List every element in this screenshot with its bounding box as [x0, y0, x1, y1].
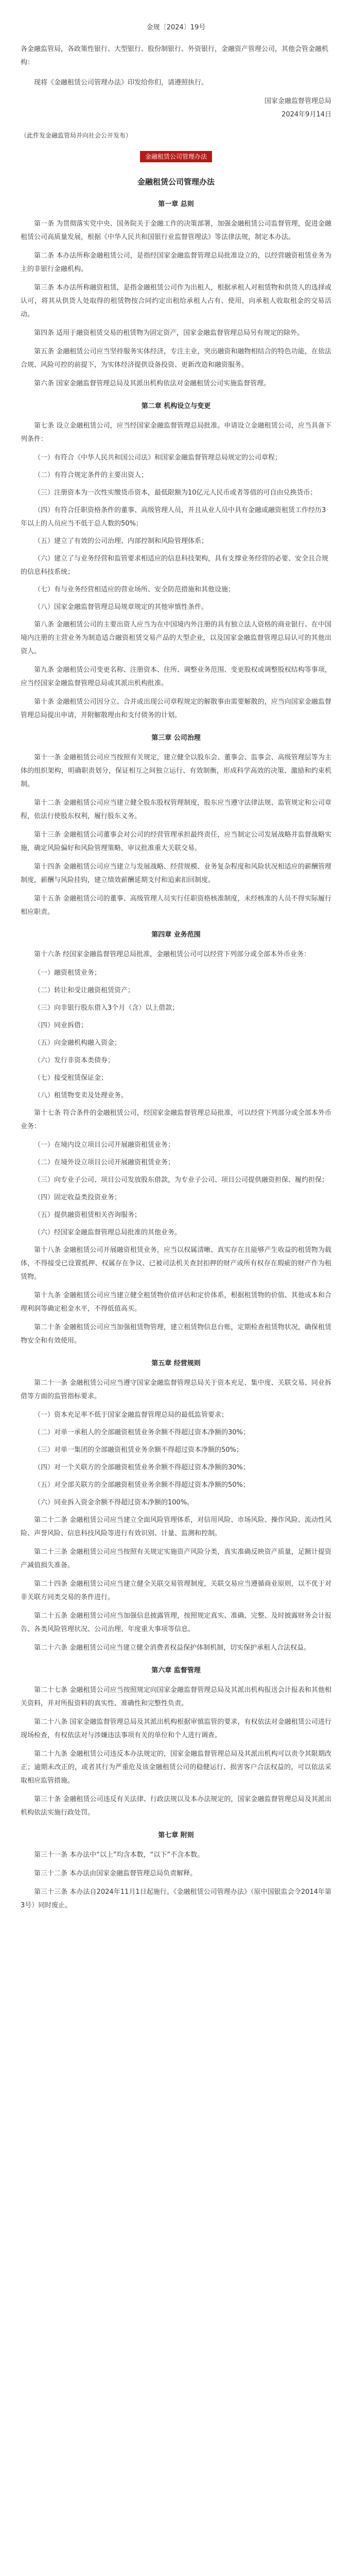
- article-14: 第十四条 金融租赁公司应当建立与发展战略、经营规模、业务复杂程度和风险状况相适应的薪酬管理制度，薪酬与风险挂钩，建立绩效薪酬延期支付和追索扣回制度。: [21, 863, 331, 884]
- article-3: 第三条 本办法所称融资租赁，是指金融租赁公司作为出租人，根据承租人对租赁物和供货人的选择或认可，将其从供货人处取得的租赁物按合同约定出租给承租人占有、使用，向承租人收取租金的交易活动。: [21, 284, 331, 318]
- indicator-item: （六）同业拆入资金余额不得超过资本净额的100%。: [34, 1499, 194, 1506]
- article-7: 第七条 设立金融租赁公司，应当经国家金融监督管理总局批准。申请设立金融租赁公司，应当具备下列条件：: [21, 422, 331, 443]
- chapter-2-title: 第二章 机构设立与变更: [141, 402, 211, 410]
- document-title: 金融租赁公司管理办法: [137, 177, 215, 187]
- condition-item: （一）有符合《中华人民共和国公司法》和国家金融监督管理总局规定的公司章程；: [34, 454, 282, 462]
- article-17: 第十七条 符合条件的金融租赁公司，经国家金融监督管理总局批准，可以经营下列部分或全部本外币业务：: [21, 1109, 331, 1130]
- condition-item: （八）国家金融监督管理总局规章规定的其他审慎性条件。: [34, 603, 208, 611]
- article-27: 第二十七条 金融租赁公司应当按照规定向国家金融监督管理总局及其派出机构报送会计报表和其他相关资料，并对所报资料的真实性、准确性和完整性负责。: [21, 1686, 331, 1707]
- article-18: 第十八条 金融租赁公司开展融资租赁业务，应当以权属清晰、真实存在且能够产生收益的租赁物为载体，不得接受已设置抵押、权属存在争议、已被司法机关查封扣押的财产或所有权存在瑕疵的财产作为租赁物。: [21, 1246, 331, 1281]
- article-19: 第十九条 金融租赁公司应当建立健全租赁物价值评估和定价体系，根据租赁物的价值、其他成本和合理利润等确定租金水平，不得低值高买。: [21, 1292, 331, 1313]
- article-29: 第二十九条 金融租赁公司违反本办法规定的，国家金融监督管理总局及其派出机构可以责令其限期改正；逾期未改正的，或者其行为严重危及该金融租赁公司的稳健运行、损害客户合法权益的，可以依法采取相应监管措施。: [21, 1750, 331, 1785]
- business-item: （七）接受租赁保证金；: [34, 1074, 108, 1082]
- business-item: （六）发行非资本类债券；: [34, 1057, 115, 1064]
- article-32: 第三十二条 本办法由国家金融监督管理总局负责解释。: [34, 1870, 197, 1877]
- chapter-3-title: 第三章 公司治理: [151, 734, 201, 742]
- article-28: 第二十八条 国家金融监督管理总局及其派出机构根据审慎监管的要求，有权依法对金融租赁公司进行现场检查，有权依法对与涉嫌违法事项有关的单位和个人进行调查。: [21, 1718, 331, 1739]
- extra-business-item: （六）经国家金融监督管理总局批准的其他业务。: [34, 1229, 182, 1236]
- condition-item: （二）有符合规定条件的主要出资人；: [34, 471, 148, 479]
- indicator-item: （四）对一个关联方的全部融资租赁业务余额不得超过资本净额的30%；: [34, 1464, 250, 1471]
- article-10: 第十条 金融租赁公司因分立、合并或出现公司章程规定的解散事由需要解散的，应当向国家金融监督管理总局提出申请，并附解散理由和支付债务的计划。: [21, 698, 331, 719]
- issue-date: 2024年9月14日: [281, 111, 331, 118]
- attachment-tag: 金融租赁公司管理办法: [140, 151, 212, 162]
- chapter-6-title: 第六章 监督管理: [151, 1667, 201, 1674]
- article-13: 第十三条 金融租赁公司董事会对公司的经营管理承担最终责任，应当制定公司发展战略并监督战略实施，确定风险偏好和风险管理策略，审议批准重大关联交易。: [21, 831, 331, 852]
- condition-item: （四）有符合任职资格条件的董事、高级管理人员，并且从业人员中具有金融或融资租赁工作经历3年以上的人员应当不低于总人数的50%；: [21, 506, 326, 528]
- condition-item: （五）建立了有效的公司治理、内部控制和风险管理体系；: [34, 537, 208, 545]
- issuer-name: 国家金融监督管理总局: [264, 97, 331, 105]
- business-item: （四）同业拆借；: [34, 1022, 88, 1029]
- article-4: 第四条 适用于融资租赁交易的租赁物为固定资产，国家金融监督管理总局另有规定的除外。: [34, 329, 304, 337]
- article-1: 第一条 为贯彻落实党中央、国务院关于金融工作的决策部署，加强金融租赁公司监督管理，促进金融租赁公司高质量发展，根据《中华人民共和国银行业监督管理法》等法律法规，制定本办法。: [21, 220, 331, 241]
- article-26: 第二十六条 金融租赁公司应当建立健全消费者权益保护体制机制，切实保护承租人合法权益。: [34, 1644, 311, 1652]
- article-31: 第三十一条 本办法中“以上”均含本数，“以下”不含本数。: [34, 1851, 204, 1859]
- addressee: 各金融监管局，各政策性银行、大型银行、股份制银行、外资银行，金融资产管理公司，其他会管金融机构：: [21, 45, 329, 66]
- article-6: 第六条 国家金融监督管理总局及其派出机构依法对金融租赁公司实施监督管理。: [34, 380, 271, 387]
- article-9: 第九条 金融租赁公司变更名称、注册资本、住所、调整业务范围、变更股权或调整股权结构等事项，应当经国家金融监督管理总局或其派出机构批准。: [21, 666, 331, 687]
- business-item: （三）向非银行股东借入3个月（含）以上借款；: [34, 1004, 179, 1012]
- indicator-item: （五）对全部关联方的全部融资租赁业务余额不得超过资本净额的50%；: [34, 1481, 250, 1489]
- article-11: 第十一条 金融租赁公司应当按照有关规定，建立健全以股东会、董事会、监事会、高级管理层等为主体的组织架构，明确职责划分，保证相互之间独立运行、有效制衡，形成科学高效的决策、激励和约束机制。: [21, 754, 331, 788]
- document-number: 金规〔2024〕19号: [146, 24, 206, 31]
- chapter-4-title: 第四章 业务范围: [151, 931, 201, 939]
- article-23: 第二十三条 金融租赁公司应当按照有关规定实施资产风险分类，真实准确反映资产质量，足额计提资产减值损失准备。: [21, 1548, 331, 1569]
- article-25: 第二十五条 金融租赁公司应当加强信息披露管理，按照规定真实、准确、完整、及时披露财务会计报告、各类风险管理状况、公司治理、年度重大事项等信息。: [21, 1612, 331, 1633]
- article-8: 第八条 金融租赁公司的主要出资人应当为在中国境内外注册的具有独立法人资格的商业银行、在中国境内注册的主营业务为制造适合融资租赁交易产品的大型企业，以及国家金融监督管理总局认可的其他出资人。: [21, 621, 331, 655]
- article-30: 第三十条 金融租赁公司违反有关法律、行政法规以及本办法规定的，国家金融监督管理总局及其派出机构依法实施行政处罚。: [21, 1795, 331, 1817]
- article-33: 第三十三条 本办法自2024年11月1日起施行。《金融租赁公司管理办法》（原中国银监会令2014年第3号）同时废止。: [21, 1888, 331, 1909]
- extra-business-item: （三）向专业子公司、项目公司发放股东借款，为专业子公司、项目公司提供融资担保、履约担保；: [34, 1176, 329, 1184]
- business-item: （五）向金融机构融入资金；: [34, 1039, 121, 1047]
- business-item: （二）转让和受让融资租赁资产；: [34, 987, 135, 994]
- chapter-1-title: 第一章 总则: [158, 200, 194, 208]
- article-2: 第二条 本办法所称金融租赁公司，是指经国家金融监督管理总局批准设立的，以经营融资租赁业务为主的非银行金融机构。: [21, 252, 331, 273]
- tag-row: [21, 150, 331, 164]
- extra-business-item: （四）固定收益类投资业务；: [34, 1194, 121, 1201]
- article-12: 第十二条 金融租赁公司应当建立健全股东股权管理制度，股东应当遵守法律法规、监管规定和公司章程，依法行使股东权利，履行股东义务。: [21, 799, 331, 820]
- indicator-item: （一）资本充足率不低于国家金融监督管理总局的最低监管要求；: [34, 1411, 228, 1419]
- article-20: 第二十条 金融租赁公司应当加强租赁物管理，建立租赁物信息台账，定期检查租赁物状况，确保租赁物安全和有效使用。: [21, 1324, 331, 1345]
- condition-item: （三）注册资本为一次性实缴货币资本，最低限额为10亿元人民币或者等值的可自由兑换货币；: [34, 489, 317, 497]
- chapter-7-title: 第七章 附则: [158, 1832, 194, 1839]
- article-15: 第十五条 金融租赁公司的董事、高级管理人员实行任职资格核准制度，未经核准的人员不得实际履行相应职责。: [21, 895, 331, 916]
- condition-item: （六）建立了与业务经营和监管要求相适应的信息科技架构，具有支撑业务经营的必要、安全且合规的信息科技系统；: [21, 555, 329, 576]
- article-16: 第十六条 经国家金融监督管理总局批准，金融租赁公司可以经营下列部分或全部本外币业务：: [34, 951, 311, 958]
- article-5: 第五条 金融租赁公司应当坚持服务实体经济，专注主业，突出融资和融物相结合的特色功能，在依法合规、风险可控的前提下，为实体经济提供设备投资、更新改造和融资服务。: [21, 348, 331, 369]
- business-item: （一）融资租赁业务；: [34, 969, 101, 977]
- article-22: 第二十二条 金融租赁公司应当建立全面风险管理体系，对信用风险、市场风险、操作风险、流动性风险、声誉风险、信息科技风险等进行有效识别、计量、监测和控制。: [21, 1516, 331, 1537]
- article-24: 第二十四条 金融租赁公司应当建立健全关联交易管理制度，关联交易应当遵循商业原则，以不优于对非关联方同类交易的条件进行。: [21, 1580, 331, 1601]
- extra-business-item: （二）在境外设立项目公司开展融资租赁业务；: [34, 1159, 175, 1166]
- business-item: （八）租赁物变卖及处理业务。: [34, 1092, 128, 1099]
- article-21: 第二十一条 金融租赁公司应当遵守国家金融监督管理总局关于资本充足、集中度、关联交易、同业拆借等方面的监管指标要求。: [21, 1379, 331, 1400]
- chapter-5-title: 第五章 经营规则: [151, 1360, 201, 1367]
- extra-business-item: （五）提供融资租赁相关咨询服务；: [34, 1211, 142, 1219]
- disclosure-note: （此件发金融监管局并向社会公开发布）: [21, 132, 132, 139]
- intro-paragraph: 现将《金融租赁公司管理办法》印发给你们，请遵照执行。: [34, 79, 208, 87]
- indicator-item: （三）对单一集团的全部融资租赁业务余额不得超过资本净额的50%；: [34, 1446, 243, 1454]
- extra-business-item: （一）在境内设立项目公司开展融资租赁业务；: [34, 1141, 175, 1149]
- indicator-item: （二）对单一承租人的全部融资租赁业务余额不得超过资本净额的30%；: [34, 1429, 250, 1436]
- condition-item: （七）有与业务经营相适应的营业场所、安全防范措施和其他设施；: [34, 586, 235, 594]
